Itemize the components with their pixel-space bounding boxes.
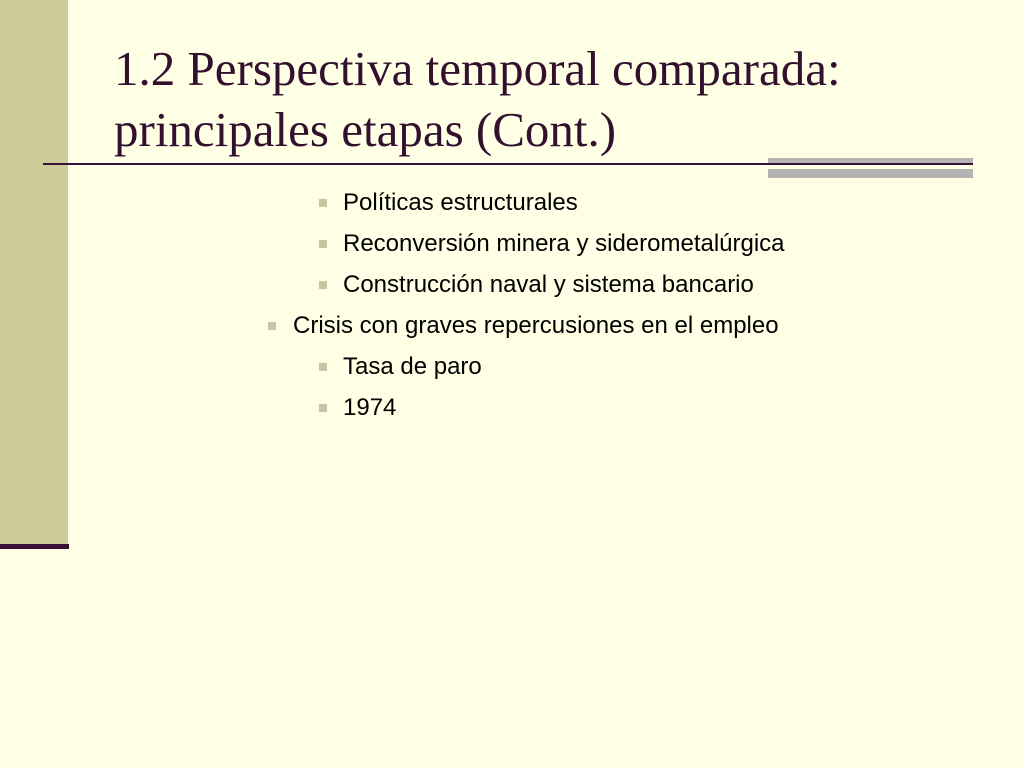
title-divider-accent-bottom xyxy=(768,169,973,178)
title-divider-line xyxy=(43,163,973,165)
side-bar-underline xyxy=(0,544,69,549)
slide-title-line-1: 1.2 Perspectiva temporal comparada: xyxy=(114,41,841,96)
bullet-text: Reconversión minera y siderometalúrgica xyxy=(343,230,785,257)
bullet-text: 1974 xyxy=(343,394,397,421)
bullet-text: Crisis con graves repercusiones en el empleo xyxy=(293,312,779,339)
slide-title-line-2: principales etapas (Cont.) xyxy=(114,102,617,157)
square-bullet-icon xyxy=(268,322,276,330)
bullet-text: Construcción naval y sistema bancario xyxy=(343,271,754,298)
bullet-text: Tasa de paro xyxy=(343,353,482,380)
bullet-text: Políticas estructurales xyxy=(343,189,578,216)
square-bullet-icon xyxy=(319,404,327,412)
title-divider-accent-top xyxy=(768,158,973,163)
square-bullet-icon xyxy=(319,199,327,207)
side-decoration-bar xyxy=(0,0,68,544)
slide-title xyxy=(114,38,994,160)
square-bullet-icon xyxy=(319,281,327,289)
square-bullet-icon xyxy=(319,363,327,371)
square-bullet-icon xyxy=(319,240,327,248)
